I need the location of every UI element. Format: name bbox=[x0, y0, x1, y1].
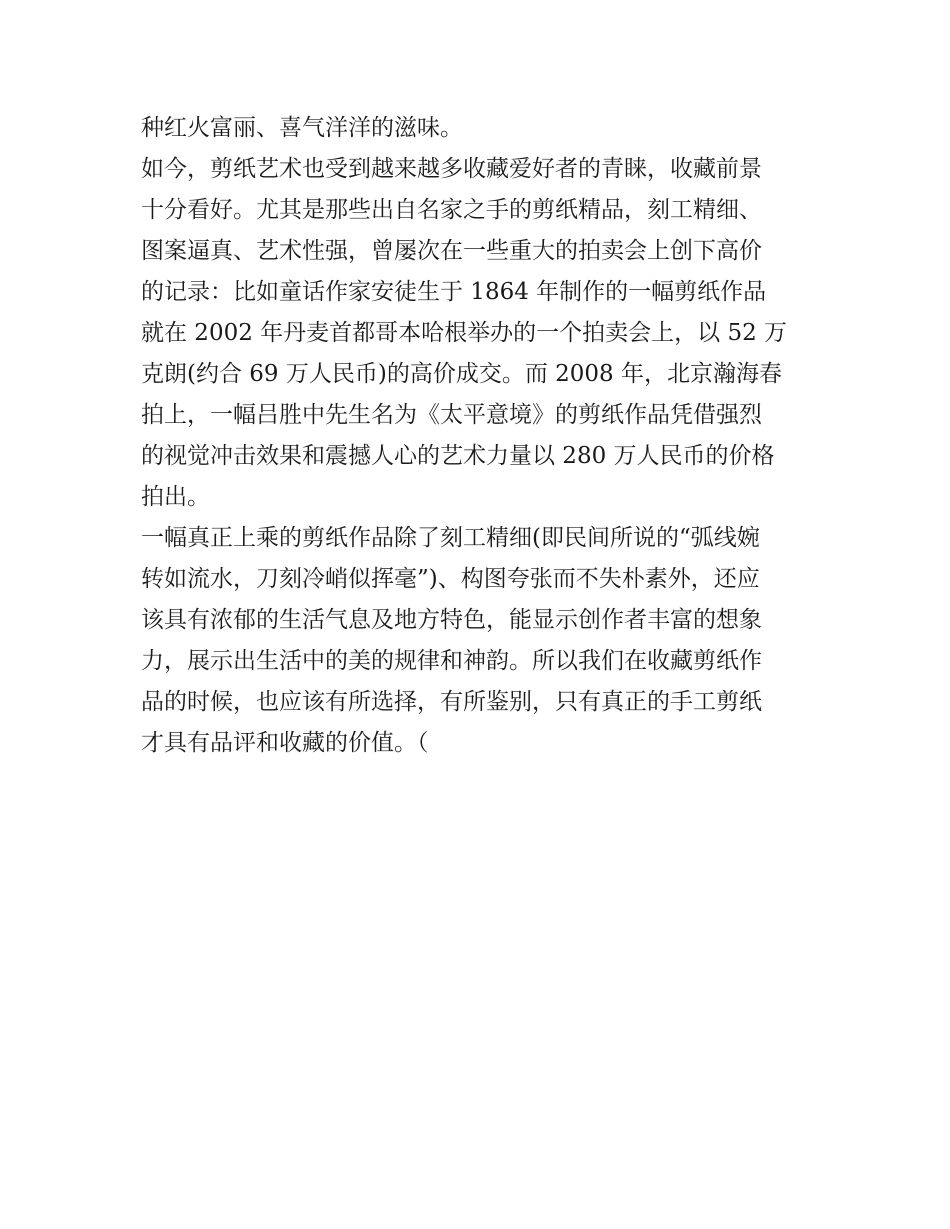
text-line: 转如流水，刀刻冷峭似挥毫”)、构图夸张而不失朴素外，还应 bbox=[141, 566, 760, 592]
text-line: 克朗(约合 69 万人民币)的高价成交。而 2008 年，北京瀚海春 bbox=[141, 361, 782, 387]
text-line: 十分看好。尤其是那些出自名家之手的剪纸精品，刻工精细、 bbox=[141, 197, 762, 223]
text-line: 一幅真正上乘的剪纸作品除了刻工精细(即民间所说的“弧线婉 bbox=[141, 525, 760, 551]
text-line: 就在 2002 年丹麦首都哥本哈根举办的一个拍卖会上，以 52 万 bbox=[141, 320, 788, 346]
paragraph-3 bbox=[141, 518, 821, 764]
text-line: 的视觉冲击效果和震撼人心的艺术力量以 280 万人民币的价格 bbox=[141, 443, 775, 469]
paragraph-1 bbox=[141, 108, 821, 149]
text-line: 的记录：比如童话作家安徒生于 1864 年制作的一幅剪纸作品 bbox=[141, 279, 767, 305]
text-line: 才具有品评和收藏的价值。（ bbox=[141, 730, 429, 756]
text-line: 如今，剪纸艺术也受到越来越多收藏爱好者的青睐，收藏前景 bbox=[141, 156, 762, 182]
paragraph-2 bbox=[141, 149, 821, 518]
document-body bbox=[141, 108, 821, 764]
text-line: 该具有浓郁的生活气息及地方特色，能显示创作者丰富的想象 bbox=[141, 607, 762, 633]
text-line: 图案逼真、艺术性强，曾屡次在一些重大的拍卖会上创下高价 bbox=[141, 238, 762, 264]
text-line: 拍出。 bbox=[141, 484, 210, 510]
text-line: 品的时候，也应该有所选择，有所鉴别，只有真正的手工剪纸 bbox=[141, 689, 762, 715]
text-line: 拍上，一幅吕胜中先生名为《太平意境》的剪纸作品凭借强烈 bbox=[141, 402, 762, 428]
text-line: 力，展示出生活中的美的规律和神韵。所以我们在收藏剪纸作 bbox=[141, 648, 762, 674]
text-line: 种红火富丽、喜气洋洋的滋味。 bbox=[141, 115, 463, 141]
